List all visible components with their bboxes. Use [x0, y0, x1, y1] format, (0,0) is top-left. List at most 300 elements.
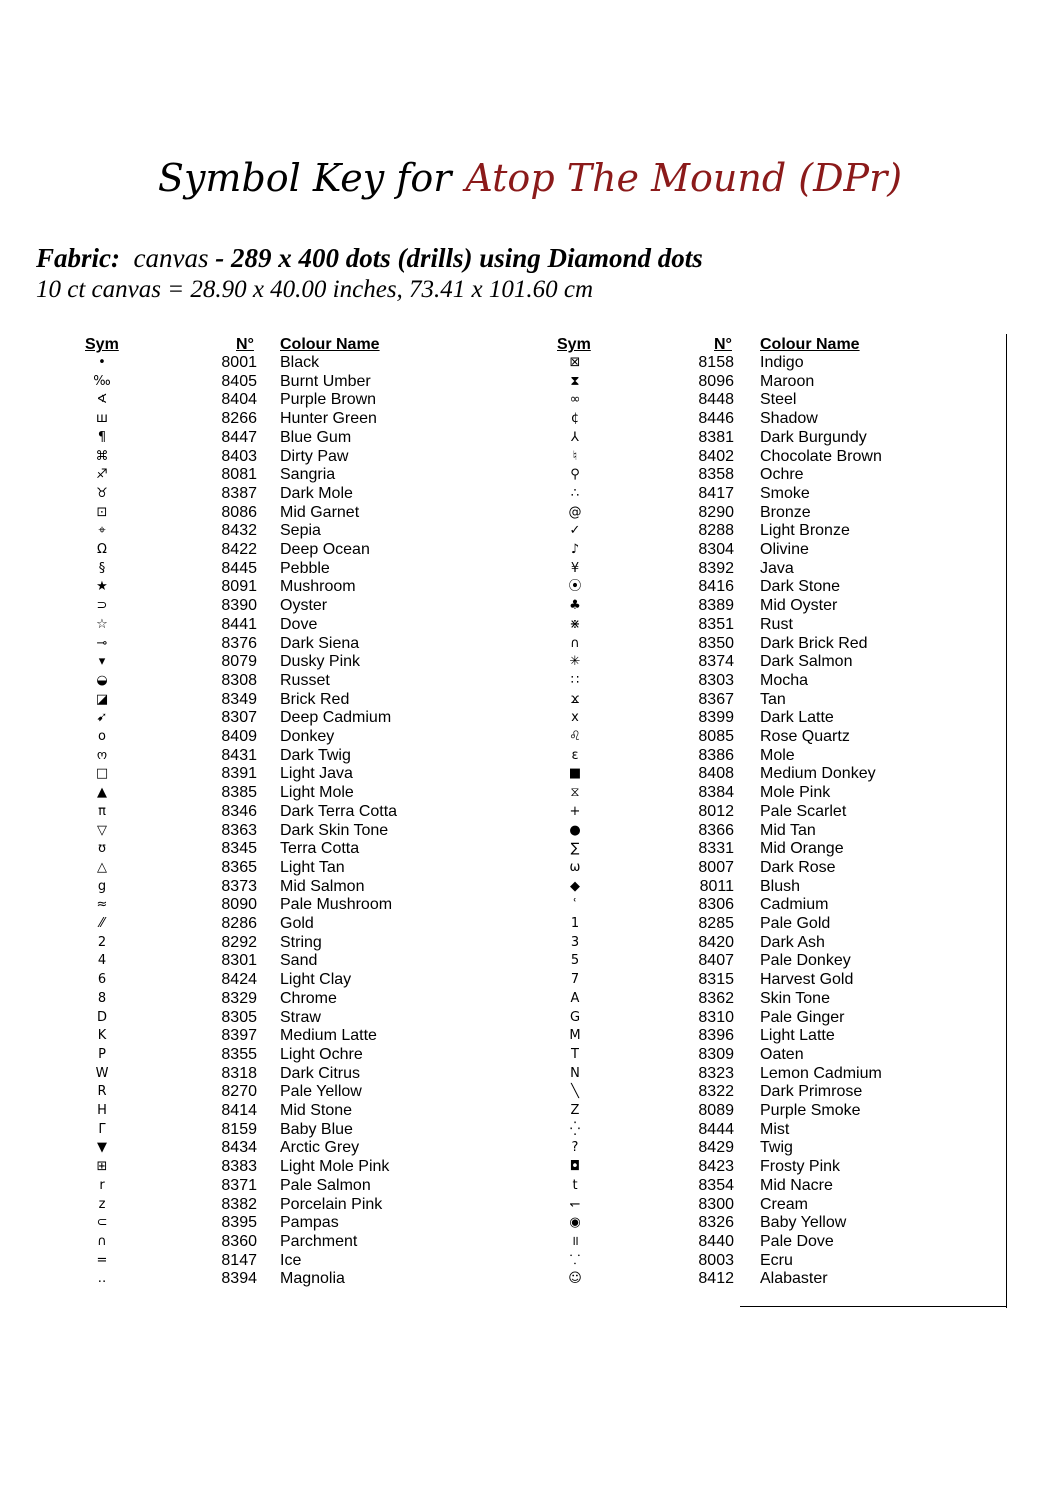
symbol-glyph: +	[569, 803, 581, 819]
symbol-glyph: ⌘	[95, 448, 109, 464]
symbol-glyph: ¢	[570, 411, 580, 427]
colour-name: Chrome	[280, 989, 337, 1007]
symbol-glyph: □	[95, 766, 109, 782]
colour-name: Maroon	[760, 372, 815, 390]
colour-name: Brick Red	[280, 690, 350, 708]
symbol-glyph: t	[572, 1177, 578, 1193]
symbol-glyph: 1	[570, 916, 580, 931]
symbol-glyph: ॥	[571, 1233, 579, 1249]
colour-name: Mid Oyster	[760, 597, 838, 615]
colour-name: Light Tan	[280, 858, 345, 876]
symbol-glyph: ⋇	[569, 616, 581, 632]
symbol-glyph: @	[568, 504, 582, 520]
colour-name: Steel	[760, 391, 797, 409]
colour-number: 8323	[698, 1064, 734, 1082]
colour-name: Twig	[760, 1139, 793, 1157]
symbol-glyph: H	[97, 1103, 107, 1118]
border-right	[1006, 334, 1007, 1308]
colour-number: 8414	[221, 1102, 257, 1119]
fabric-material: canvas	[133, 243, 209, 273]
colour-name: Dusky Pink	[280, 653, 361, 671]
symbol-glyph: ◘	[569, 1159, 581, 1175]
colour-number: 8387	[221, 484, 257, 502]
colour-name: Bronze	[760, 503, 811, 521]
symbol-glyph: W	[95, 1065, 109, 1081]
colour-name: Light Clay	[280, 971, 352, 989]
symbol-glyph: 2	[97, 934, 107, 950]
colour-number: 8367	[698, 690, 734, 708]
colour-number: 8371	[221, 1176, 257, 1194]
symbol-glyph: ⧖	[570, 785, 580, 801]
colour-number: 8351	[698, 615, 734, 633]
canvas-dimensions: 10 ct canvas = 28.90 x 40.00 inches, 73.41 x 101.60 cm	[36, 276, 594, 303]
symbol-glyph: ∑	[570, 841, 580, 857]
symbol-glyph: π	[98, 803, 106, 819]
colour-name: Gold	[280, 915, 314, 932]
colour-number: 8147	[221, 1251, 257, 1269]
fabric-line	[36, 242, 703, 274]
fabric-label: Fabric:	[36, 243, 120, 273]
symbol-glyph: ▽	[97, 822, 107, 838]
symbol-glyph: ω	[569, 859, 581, 875]
symbol-glyph: 5	[570, 953, 580, 969]
colour-name: Donkey	[280, 728, 335, 745]
symbol-glyph: R	[97, 1084, 107, 1100]
border-bottom	[740, 1306, 1007, 1307]
symbol-glyph: ¶	[97, 429, 107, 445]
symbol-glyph: ⌖	[98, 523, 106, 539]
colour-name: Mole Pink	[760, 784, 831, 802]
colour-number: 8329	[221, 989, 257, 1007]
colour-name: Blue Gum	[280, 428, 352, 446]
colour-name: Magnolia	[280, 1270, 345, 1288]
colour-number: 8383	[221, 1158, 257, 1176]
colour-name: Smoke	[760, 484, 810, 502]
symbol-glyph: ♣	[569, 598, 581, 614]
symbol-glyph: ♉	[96, 485, 108, 501]
colour-name: Java	[760, 559, 794, 577]
symbol-glyph: ⊠	[569, 355, 581, 370]
colour-name: Hunter Green	[280, 410, 377, 428]
symbol-glyph: 7	[570, 972, 580, 988]
colour-name: Parchment	[280, 1232, 358, 1250]
colour-number: 8305	[221, 1008, 257, 1026]
colour-number: 8307	[221, 709, 257, 727]
colour-name: Pale Yellow	[280, 1083, 362, 1101]
colour-number: 8386	[698, 746, 734, 764]
colour-name: Dark Primrose	[760, 1083, 863, 1101]
colour-name: Pale Dove	[760, 1232, 834, 1250]
colour-name: Terra Cotta	[280, 840, 360, 858]
symbol-glyph: z	[98, 1196, 106, 1212]
colour-name: Mid Garnet	[280, 503, 360, 521]
symbol-glyph: ∢	[96, 392, 108, 408]
colour-number: 8345	[221, 840, 257, 858]
colour-name: Rose Quartz	[760, 728, 850, 745]
colour-name: Harvest Gold	[760, 971, 854, 989]
colour-number: 8354	[698, 1176, 734, 1194]
colour-name: Pale Gold	[760, 915, 831, 932]
symbol-glyph: ?	[571, 1140, 579, 1156]
colour-number: 8424	[221, 971, 257, 989]
symbol-glyph: ▼	[97, 1140, 107, 1156]
colour-number: 8389	[698, 597, 734, 615]
colour-number: 8303	[698, 671, 734, 689]
symbol-glyph: ш	[96, 411, 108, 427]
symbol-glyph: ∩	[97, 1233, 107, 1249]
colour-number: 8429	[698, 1139, 734, 1157]
symbol-glyph: K	[97, 1028, 107, 1044]
colour-name: Dark Ash	[760, 933, 825, 951]
colour-name: Pale Ginger	[760, 1008, 845, 1026]
symbol-glyph: ⁛	[569, 1121, 581, 1137]
colour-number: 8446	[698, 410, 734, 428]
symbol-glyph: ➹	[96, 710, 108, 726]
num-header-right: N°	[714, 336, 732, 353]
colour-number: 8385	[221, 784, 257, 802]
colour-number: 8096	[698, 372, 734, 390]
symbol-glyph: 4	[97, 953, 107, 969]
colour-number: 8440	[698, 1232, 734, 1250]
symbol-glyph: ◒	[96, 672, 108, 688]
colour-name: Ochre	[760, 466, 804, 484]
colour-number: 8288	[698, 522, 734, 540]
colour-number: 8402	[698, 447, 734, 465]
symbol-glyph: r	[99, 1177, 105, 1193]
colour-name: Ice	[280, 1251, 302, 1269]
symbol-glyph: ⁄⁄	[99, 916, 105, 931]
colour-name: Light Latte	[760, 1027, 835, 1045]
colour-name: Shadow	[760, 410, 818, 428]
colour-number: 8285	[698, 915, 734, 932]
symbol-glyph: ⧗	[570, 373, 580, 389]
symbol-glyph: ∩	[570, 635, 580, 651]
colour-name: String	[280, 933, 322, 951]
symbol-glyph: ⊸	[96, 635, 108, 651]
colour-name: Purple Brown	[280, 391, 377, 409]
colour-number: 8448	[698, 391, 734, 409]
pattern-name: Atop The Mound (DPr)	[465, 156, 903, 200]
colour-number: 8326	[698, 1214, 734, 1232]
colour-number: 8158	[698, 354, 734, 371]
symbol-glyph: G	[569, 1009, 581, 1025]
colour-header-left: Colour Name	[280, 336, 380, 353]
colour-name: Dark Brick Red	[760, 634, 868, 652]
colour-number: 8355	[221, 1045, 257, 1063]
colour-number: 8416	[698, 578, 734, 596]
colour-number: 8392	[698, 559, 734, 577]
colour-number: 8007	[698, 858, 734, 876]
colour-number: 8408	[698, 765, 734, 783]
colour-name: Dark Burgundy	[760, 428, 867, 446]
colour-number: 8403	[221, 447, 257, 465]
colour-name: Russet	[280, 671, 330, 689]
colour-number: 8300	[698, 1195, 734, 1213]
colour-number: 8310	[698, 1008, 734, 1026]
colour-name: Arctic Grey	[280, 1139, 360, 1157]
colour-name: Dove	[280, 615, 318, 633]
symbol-glyph: D	[96, 1009, 107, 1025]
colour-number: 8349	[221, 690, 257, 708]
colour-number: 8381	[698, 428, 734, 446]
symbol-glyph: •	[98, 355, 106, 370]
symbol-glyph: x	[571, 710, 579, 726]
colour-name: Mocha	[760, 671, 809, 689]
colour-number: 8318	[221, 1064, 257, 1082]
symbol-glyph: Γ	[98, 1121, 106, 1137]
colour-number: 8091	[221, 578, 257, 596]
symbol-glyph: ⸪	[569, 1252, 581, 1268]
symbol-glyph: ☺	[568, 1271, 582, 1287]
colour-name: Skin Tone	[760, 989, 830, 1007]
colour-name: Pampas	[280, 1214, 339, 1232]
colour-number: 8346	[221, 802, 257, 820]
colour-name: Sangria	[280, 466, 336, 484]
colour-name: Dark Mole	[280, 484, 353, 502]
colour-number: 8366	[698, 821, 734, 839]
colour-number: 8384	[698, 784, 734, 802]
symbol-glyph: ⊃	[96, 598, 108, 614]
colour-name: Mid Nacre	[760, 1176, 833, 1194]
colour-number: 8304	[698, 541, 734, 558]
colour-number: 8011	[699, 877, 734, 895]
colour-number: 8373	[221, 877, 257, 895]
symbol-glyph: Z	[570, 1103, 580, 1118]
colour-number: 8090	[221, 896, 257, 914]
colour-number: 8407	[698, 952, 734, 970]
symbol-glyph: ∞	[569, 392, 581, 408]
colour-name: Dark Siena	[280, 634, 360, 652]
colour-number: 8376	[221, 634, 257, 652]
colour-name: Oaten	[760, 1045, 804, 1063]
colour-number: 8085	[698, 728, 734, 745]
colour-number: 8390	[221, 597, 257, 615]
symbol-glyph: ‥	[97, 1271, 107, 1287]
colour-name: Dark Twig	[280, 746, 351, 764]
colour-number: 8399	[698, 709, 734, 727]
colour-number: 8417	[698, 484, 734, 502]
colour-name: Straw	[280, 1008, 321, 1026]
colour-number: 8012	[698, 802, 734, 820]
symbol-glyph: ⚲	[570, 467, 580, 483]
colour-name: Baby Yellow	[760, 1214, 847, 1232]
colour-number: 8315	[698, 971, 734, 989]
symbol-glyph: ▾	[98, 654, 106, 670]
colour-number: 8350	[698, 634, 734, 652]
symbol-glyph: ◆	[570, 878, 580, 894]
colour-number: 8086	[221, 503, 257, 521]
colour-number: 8003	[698, 1251, 734, 1269]
colour-number: 8081	[221, 466, 257, 484]
symbol-glyph: g	[97, 878, 107, 894]
colour-number: 8441	[221, 615, 257, 633]
colour-number: 8412	[698, 1270, 734, 1288]
colour-name: Pale Scarlet	[760, 802, 847, 820]
page-title	[0, 148, 1060, 208]
symbol-glyph: ♮	[572, 448, 578, 464]
colour-name: Purple Smoke	[760, 1102, 861, 1119]
colour-number: 8382	[221, 1195, 257, 1213]
colour-number: 8290	[698, 503, 734, 521]
colour-name: Light Mole	[280, 784, 354, 802]
colour-name: Pale Mushroom	[280, 896, 393, 914]
colour-name: Sand	[280, 952, 318, 970]
colour-number: 8363	[221, 821, 257, 839]
colour-name: Dark Stone	[760, 578, 841, 596]
colour-number: 8365	[221, 858, 257, 876]
colour-name: Pebble	[280, 559, 330, 577]
colour-name: Burnt Umber	[280, 372, 371, 390]
symbol-glyph: ε	[571, 747, 579, 763]
symbol-glyph: ‰	[93, 373, 111, 389]
symbol-glyph: ✳	[569, 654, 581, 670]
colour-name: Ecru	[760, 1251, 793, 1269]
sym-header-left: Sym	[85, 336, 119, 353]
colour-name: Alabaster	[760, 1270, 828, 1288]
colour-number: 8266	[221, 410, 257, 428]
colour-number: 8292	[221, 933, 257, 951]
colour-name: Mid Tan	[760, 821, 816, 839]
colour-name: Dark Salmon	[760, 653, 853, 671]
colour-name: Mid Orange	[760, 840, 844, 858]
symbol-glyph: ʊ	[97, 841, 107, 857]
colour-name: Mid Stone	[280, 1102, 353, 1119]
colour-name: Dark Terra Cotta	[280, 802, 398, 820]
colour-number: 8395	[221, 1214, 257, 1232]
symbol-glyph: ▲	[97, 785, 107, 801]
symbol-glyph: ◉	[569, 1215, 581, 1231]
colour-name: Dark Rose	[760, 858, 836, 876]
colour-name: Deep Cadmium	[280, 709, 392, 727]
symbol-glyph: ●	[569, 822, 581, 838]
sym-header-right: Sym	[557, 336, 591, 353]
symbol-glyph: ✓	[569, 523, 581, 539]
colour-name: Light Bronze	[760, 522, 850, 540]
symbol-glyph: ⅄	[571, 429, 579, 445]
symbol-glyph: Ω	[97, 542, 107, 557]
colour-number: 8306	[698, 896, 734, 914]
colour-name: Chocolate Brown	[760, 447, 882, 465]
colour-name: Dirty Paw	[280, 447, 349, 465]
symbol-glyph: ⊂	[96, 1215, 108, 1231]
symbol-glyph: M	[569, 1028, 581, 1044]
colour-name: Deep Ocean	[280, 541, 370, 558]
symbol-glyph: §	[98, 560, 106, 576]
colour-header-right: Colour Name	[760, 336, 860, 353]
symbol-glyph: ʿ	[573, 897, 577, 913]
colour-number: 8270	[221, 1083, 257, 1101]
symbol-glyph: ϫ	[570, 691, 580, 707]
colour-name: Medium Latte	[280, 1027, 377, 1045]
num-header-left: N°	[236, 336, 254, 353]
colour-number: 8423	[698, 1158, 734, 1176]
symbol-glyph: ◪	[95, 691, 109, 707]
colour-number: 8445	[221, 559, 257, 577]
symbol-glyph: 6	[97, 972, 107, 988]
colour-number: 8431	[221, 746, 257, 764]
symbol-glyph: ≈	[96, 897, 108, 913]
colour-number: 8308	[221, 671, 257, 689]
colour-number: 8396	[698, 1027, 734, 1045]
colour-name: Pale Donkey	[760, 952, 851, 970]
colour-name: Mushroom	[280, 578, 356, 596]
colour-number: 8404	[221, 391, 257, 409]
symbol-glyph: ↽	[569, 1196, 581, 1212]
symbol-glyph: ∴	[570, 485, 580, 501]
colour-number: 8159	[221, 1120, 257, 1138]
symbol-glyph: ╲	[571, 1084, 579, 1100]
colour-number: 8001	[221, 354, 257, 371]
colour-number: 8301	[221, 952, 257, 970]
symbol-glyph: T	[571, 1046, 579, 1062]
colour-name: Olivine	[760, 541, 809, 558]
symbol-glyph: ♐	[96, 467, 108, 483]
colour-name: Baby Blue	[280, 1120, 353, 1138]
symbol-glyph: 3	[570, 934, 580, 950]
colour-name: Dark Citrus	[280, 1064, 361, 1082]
symbol-glyph: =	[96, 1252, 108, 1268]
colour-number: 8322	[698, 1083, 734, 1101]
symbol-glyph: ☆	[96, 616, 108, 632]
colour-name: Medium Donkey	[760, 765, 876, 783]
colour-name: Light Ochre	[280, 1045, 363, 1063]
title-prefix: Symbol Key for	[157, 156, 452, 200]
symbol-glyph: ⦿	[568, 579, 582, 595]
colour-name: Pale Salmon	[280, 1176, 371, 1194]
colour-number: 8447	[221, 428, 257, 446]
colour-name: Porcelain Pink	[280, 1195, 383, 1213]
colour-name: Cream	[760, 1195, 809, 1213]
symbol-glyph: ო	[96, 747, 108, 763]
symbol-glyph: N	[570, 1065, 580, 1081]
symbol-glyph: ¥	[570, 560, 580, 576]
colour-name: Mid Salmon	[280, 877, 365, 895]
fabric-detail: - 289 x 400 dots (drills) using Diamond dots	[215, 243, 703, 273]
colour-number: 8444	[698, 1120, 734, 1138]
colour-number: 8362	[698, 989, 734, 1007]
colour-number: 8286	[221, 915, 257, 932]
symbol-glyph: ■	[568, 766, 582, 782]
colour-name: Cadmium	[760, 896, 829, 914]
colour-number: 8360	[221, 1232, 257, 1250]
colour-number: 8358	[698, 466, 734, 484]
colour-number: 8089	[698, 1102, 734, 1119]
colour-name: Rust	[760, 615, 793, 633]
colour-name: Lemon Cadmium	[760, 1064, 882, 1082]
colour-name: Sepia	[280, 522, 321, 540]
colour-number: 8394	[221, 1270, 257, 1288]
symbol-glyph: P	[98, 1046, 106, 1062]
colour-number: 8374	[698, 653, 734, 671]
colour-name: Light Mole Pink	[280, 1158, 390, 1176]
colour-number: 8079	[221, 653, 257, 671]
colour-name: Blush	[760, 877, 801, 895]
symbol-glyph: A	[570, 990, 580, 1006]
colour-name: Tan	[760, 690, 786, 708]
symbol-glyph: ∷	[570, 672, 580, 688]
symbol-glyph: △	[97, 859, 107, 875]
colour-number: 8391	[221, 765, 257, 783]
symbol-glyph: ⊡	[96, 504, 108, 520]
symbol-glyph: ⊞	[96, 1159, 108, 1175]
colour-name: Dark Skin Tone	[280, 821, 389, 839]
symbol-glyph: 8	[97, 990, 107, 1006]
colour-name: Mole	[760, 746, 795, 764]
colour-name: Oyster	[280, 597, 328, 615]
colour-number: 8397	[221, 1027, 257, 1045]
colour-name: Light Java	[280, 765, 353, 783]
symbol-glyph: o	[98, 729, 106, 744]
